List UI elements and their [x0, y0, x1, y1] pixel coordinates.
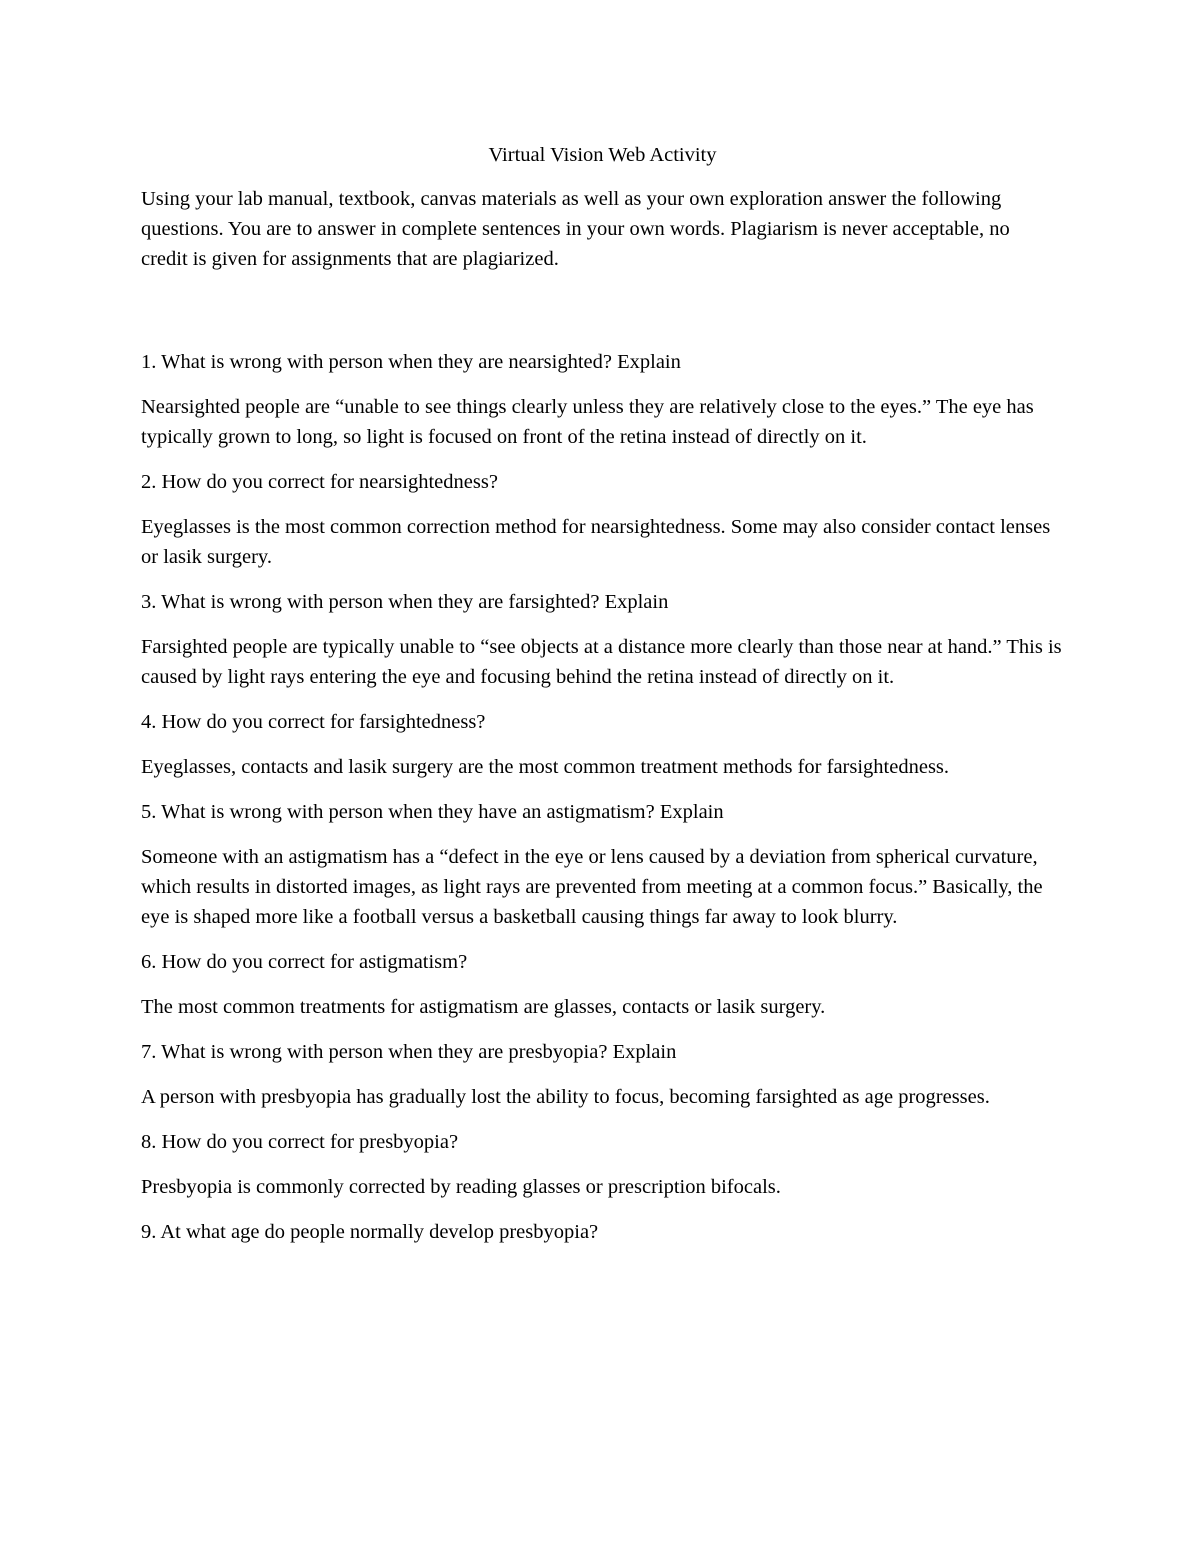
- intro-paragraph: Using your lab manual, textbook, canvas materials as well as your own exploration answer the following questions. You are to answer in complete sentences in your own words. Plagiarism is never acceptable, no credit is given for assignments that are plagiarized.: [141, 188, 1010, 270]
- answer-7: A person with presbyopia has gradually lost the ability to focus, becoming farsighted as age progresses.: [141, 1086, 990, 1108]
- question-1: 1. What is wrong with person when they are nearsighted? Explain: [141, 351, 681, 373]
- question-block-7: [141, 1037, 1066, 1112]
- question-6: 6. How do you correct for astigmatism?: [141, 951, 468, 973]
- question-block-4: [141, 707, 1066, 782]
- question-block-9: [141, 1217, 1066, 1247]
- blank-space: [141, 274, 1066, 347]
- question-4: 4. How do you correct for farsightedness?: [141, 711, 486, 733]
- question-2: 2. How do you correct for nearsightedness?: [141, 471, 498, 493]
- question-block-8: [141, 1127, 1066, 1202]
- answer-5: Someone with an astigmatism has a “defect in the eye or lens caused by a deviation from spherical curvature, which results in distorted images, as light rays are prevented from meeting at a common focus.” Basically, the eye is shaped more like a football versus a basketball causing things far away to look blurry.: [141, 846, 1043, 928]
- answer-8: Presbyopia is commonly corrected by reading glasses or prescription bifocals.: [141, 1176, 781, 1198]
- answer-4: Eyeglasses, contacts and lasik surgery are the most common treatment methods for farsightedness.: [141, 756, 950, 778]
- question-block-5: [141, 797, 1066, 932]
- question-5: 5. What is wrong with person when they have an astigmatism? Explain: [141, 801, 724, 823]
- question-block-2: [141, 467, 1066, 572]
- document-title: Virtual Vision Web Activity: [488, 144, 717, 166]
- answer-6: The most common treatments for astigmatism are glasses, contacts or lasik surgery.: [141, 996, 826, 1018]
- question-9: 9. At what age do people normally develop presbyopia?: [141, 1221, 599, 1243]
- answer-3: Farsighted people are typically unable to “see objects at a distance more clearly than those near at hand.” This is caused by light rays entering the eye and focusing behind the retina instead of directly on it.: [141, 636, 1062, 688]
- question-block-3: [141, 587, 1066, 692]
- document-body: [141, 140, 1066, 1262]
- answer-2: Eyeglasses is the most common correction method for nearsightedness. Some may also consider contact lenses or lasik surgery.: [141, 516, 1051, 568]
- question-7: 7. What is wrong with person when they are presbyopia? Explain: [141, 1041, 677, 1063]
- question-block-1: [141, 347, 1066, 452]
- question-block-6: [141, 947, 1066, 1022]
- answer-1: Nearsighted people are “unable to see things clearly unless they are relatively close to the eyes.” The eye has typically grown to long, so light is focused on front of the retina instead of directly on it.: [141, 396, 1034, 448]
- question-3: 3. What is wrong with person when they are farsighted? Explain: [141, 591, 669, 613]
- question-8: 8. How do you correct for presbyopia?: [141, 1131, 459, 1153]
